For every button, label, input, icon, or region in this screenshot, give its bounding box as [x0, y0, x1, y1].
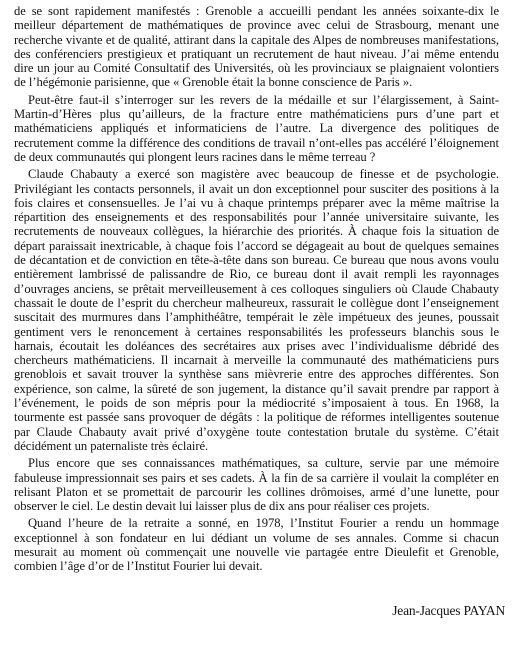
- author-signature: Jean-Jacques PAYAN: [392, 603, 505, 618]
- paragraph-continuation: de se sont rapidement manifestés : Grenoble a accueilli pendant les années soixante-dix le meilleur département de mathématiques de province avec celui de Strasbourg, menant une recherche vivante et de qualité, attirant dans la capitale des Alpes de nombreuses manifestations, des conférenciers prestigieux et pratiquant un recrutement de haut niveau. J’ai même entendu dire un jour au Comité Consultatif des Universités, où les provinciaux se plaignaient volontiers de l’hégémonie parisienne, que « Grenoble était la bonne conscience de Paris ».: [14, 4, 499, 90]
- paragraph-fracture: Peut-être faut-il s’interroger sur les revers de la médaille et sur l’élargissement, à Saint-Martin-d’Hères plus qu’ailleurs, de la fracture entre mathématiciens purs d’une part et mathématiciens appliqués et informaticiens de l’autre. La divergence des politiques de recrutement comme la différence des conditions de travail n’ont-elles pas accéléré l’éloignement de deux communautés qui plongent leurs racines dans le même terreau ?: [14, 92, 499, 164]
- article-body: [14, 4, 499, 574]
- paragraph-magistere: Claude Chabauty a exercé son magistère avec beaucoup de finesse et de psychologie. Privilégiant les contacts personnels, il avait un don exceptionnel pour susciter des positions à la fois claires et consensuelles. Je l’ai vu à chaque printemps préparer avec la même maîtrise la répartition des enseignements et des responsabilités pour l’année universitaire suivante, les recrutements de nouveaux collègues, la hiérarchie des priorités. À chaque fois la situation de départ paraissait inextricable, à chaque fois l’accord se dégageait au bout de quelques semaines de décantation et de conviction en tête-à-tête dans son bureau. Ce bureau que nous avons voulu entièrement lambrissé de palissandre de Rio, ce bureau dont il avait rempli les rayonnages d’ouvrages anciens, se prêtait merveilleusement à ces colloques singuliers où Claude Chabauty chassait le doute de l’esprit du chercheur malheureux, rassurait le collègue dont l’enseignement suscitait des murmures dans l’amphithéâtre, tempérait le zèle impétueux des jeunes, poussait gentiment vers le renoncement à certaines responsabilités les professeurs blanchis sous le harnais, écoutait les doléances des secrétaires aux prises avec l’individualisme débridé des chercheurs mathématiciens. Il incarnait à merveille la communauté des mathématiciens purs grenoblois et savait trouver la synthèse sans mièvrerie entre des approches différentes. Son expérience, son calme, la sûreté de son jugement, la distance qu’il savait prendre par rapport à l’événement, le poids de son mépris pour la médiocrité s’imposaient à tous. En 1968, la tourmente est passée sans provoquer de dégâts : la politique de réformes intelligentes soutenue par Claude Chabauty avait privé d’oxygène toute contestation brutale du système. C’était décidément un paternaliste très éclairé.: [14, 167, 499, 453]
- paragraph-culture: Plus encore que ses connaissances mathématiques, sa culture, servie par une mémoire fabuleuse impressionnait ses pairs et ses cadets. À la fin de sa carrière il voulait la compléter en relisant Platon et se promettait de parcourir les collines drômoises, armé d’une lunette, pour observer le ciel. Le destin devait lui laisser plus de dix ans pour réaliser ces projets.: [14, 456, 499, 514]
- paragraph-retraite: Quand l’heure de la retraite a sonné, en 1978, l’Institut Fourier a rendu un hommage exceptionnel à son fondateur en lui dédiant un volume de ses annales. Comme si chacun mesurait au moment où commençait une nouvelle vie partagée entre Dieulefit et Grenoble, combien l’âge d’or de l’Institut Fourier lui devait.: [14, 516, 499, 574]
